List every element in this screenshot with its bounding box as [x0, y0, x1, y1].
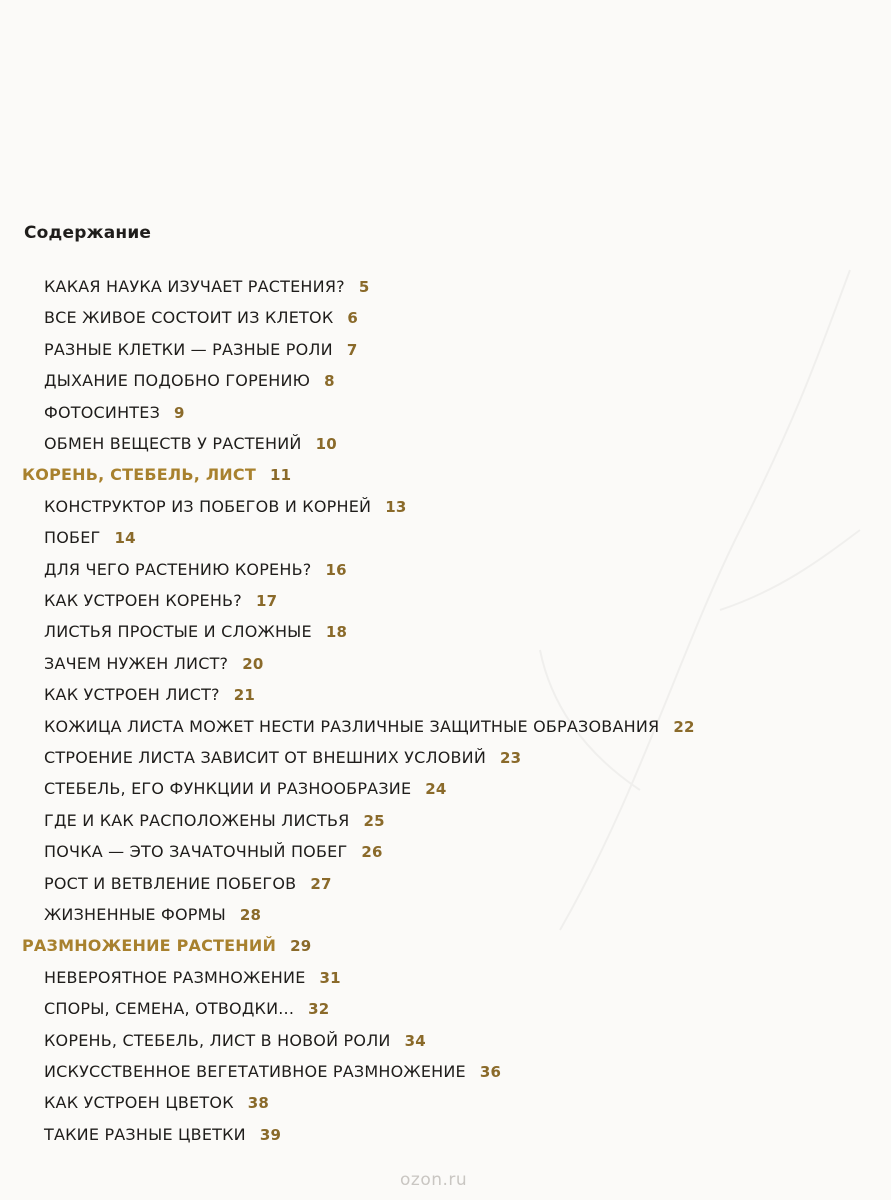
toc-page-number: 26 [361, 843, 383, 861]
toc-heading: Содержание [24, 223, 152, 243]
toc-entry [44, 371, 335, 391]
watermark: ozon.ru [400, 1170, 468, 1190]
toc-entry-title: ИСКУССТВЕННОЕ ВЕГЕТАТИВНОЕ РАЗМНОЖЕНИЕ [44, 1062, 466, 1081]
toc-entry [44, 905, 261, 925]
toc-entry [44, 811, 385, 831]
toc-entry [44, 717, 695, 737]
toc-entry [44, 1031, 426, 1051]
toc-entry [44, 308, 358, 328]
toc-section-title: РАЗМНОЖЕНИЕ РАСТЕНИЙ [22, 936, 277, 955]
toc-page-number: 21 [233, 686, 256, 704]
toc-entry [44, 528, 136, 548]
toc-entry-title: ТАКИЕ РАЗНЫЕ ЦВЕТКИ [44, 1125, 246, 1144]
toc-entry-title: КАК УСТРОЕН ЦВЕТОК [44, 1093, 234, 1112]
toc-entry-title: КОНСТРУКТОР ИЗ ПОБЕГОВ И КОРНЕЙ [44, 497, 372, 516]
toc-page-number: 16 [325, 561, 347, 579]
show-through-illustration [520, 230, 880, 1050]
toc-entry-title: ОБМЕН ВЕЩЕСТВ У РАСТЕНИЙ [44, 434, 302, 453]
toc-page-number: 31 [319, 969, 341, 987]
toc-page-number: 11 [269, 466, 292, 484]
toc-page-number: 39 [259, 1126, 282, 1144]
toc-entry [44, 685, 255, 705]
toc-page-number: 5 [358, 278, 370, 296]
toc-page-number: 32 [308, 1000, 330, 1018]
toc-entry-title: ПОЧКА — ЭТО ЗАЧАТОЧНЫЙ ПОБЕГ [44, 842, 348, 861]
toc-entry-title: ПОБЕГ [44, 528, 101, 547]
toc-entry-title: ВСЕ ЖИВОЕ СОСТОИТ ИЗ КЛЕТОК [44, 308, 334, 327]
toc-section [22, 936, 311, 956]
toc-page-number: 18 [325, 623, 348, 641]
toc-page-number: 20 [242, 655, 264, 673]
toc-page-number: 13 [385, 498, 407, 516]
toc-entry-title: РАЗНЫЕ КЛЕТКИ — РАЗНЫЕ РОЛИ [44, 340, 333, 359]
toc-entry [44, 1093, 269, 1113]
toc-entry-title: ДЫХАНИЕ ПОДОБНО ГОРЕНИЮ [44, 371, 311, 390]
toc-page-number: 17 [255, 592, 278, 610]
toc-page-number: 9 [174, 404, 185, 422]
toc-entry-title: РОСТ И ВЕТВЛЕНИЕ ПОБЕГОВ [44, 874, 297, 893]
toc-entry-title: ГДЕ И КАК РАСПОЛОЖЕНЫ ЛИСТЬЯ [44, 811, 350, 830]
toc-page-number: 38 [247, 1094, 270, 1112]
toc-page-number: 22 [673, 718, 695, 736]
toc-entry [44, 277, 370, 297]
toc-entry-title: НЕВЕРОЯТНОЕ РАЗМНОЖЕНИЕ [44, 968, 306, 987]
toc-page-number: 25 [363, 812, 385, 830]
toc-entry-title: КОРЕНЬ, СТЕБЕЛЬ, ЛИСТ В НОВОЙ РОЛИ [44, 1031, 391, 1050]
toc-entry [44, 748, 521, 768]
toc-page-number: 10 [315, 435, 337, 453]
toc-entry [44, 999, 329, 1019]
toc-page-number: 14 [114, 529, 136, 547]
toc-entry-title: КОЖИЦА ЛИСТА МОЖЕТ НЕСТИ РАЗЛИЧНЫЕ ЗАЩИТНЫЕ ОБРАЗОВАНИЯ [44, 717, 660, 736]
toc-entry-title: СТРОЕНИЕ ЛИСТА ЗАВИСИТ ОТ ВНЕШНИХ УСЛОВИЙ [44, 748, 487, 767]
toc-page-number: 29 [290, 937, 312, 955]
toc-entry-title: КАКАЯ НАУКА ИЗУЧАЕТ РАСТЕНИЯ? [44, 277, 345, 296]
toc-entry-title: КАК УСТРОЕН ЛИСТ? [44, 685, 220, 704]
toc-entry [44, 874, 332, 894]
toc-entry [44, 622, 347, 642]
toc-page-number: 28 [239, 906, 262, 924]
toc-page-number: 36 [479, 1063, 502, 1081]
toc-entry [44, 434, 337, 454]
toc-page-number: 7 [346, 341, 358, 359]
toc-entry [44, 403, 185, 423]
toc-entry-title: ФОТОСИНТЕЗ [44, 403, 161, 422]
toc-entry [44, 591, 277, 611]
toc-page-number: 34 [404, 1032, 426, 1050]
toc-entry [44, 654, 264, 674]
toc-entry [44, 968, 341, 988]
toc-entry [44, 340, 357, 360]
toc-entry [44, 1062, 501, 1082]
toc-entry-title: ДЛЯ ЧЕГО РАСТЕНИЮ КОРЕНЬ? [44, 560, 312, 579]
toc-entry-title: КАК УСТРОЕН КОРЕНЬ? [44, 591, 242, 610]
toc-entry-title: ЛИСТЬЯ ПРОСТЫЕ И СЛОЖНЫЕ [44, 622, 312, 641]
toc-page-number: 8 [324, 372, 335, 390]
toc-entry-title: ЖИЗНЕННЫЕ ФОРМЫ [44, 905, 226, 924]
toc-page-number: 24 [425, 780, 447, 798]
toc-section [22, 465, 291, 485]
toc-entry [44, 842, 383, 862]
toc-entry [44, 560, 347, 580]
toc-page-number: 23 [500, 749, 522, 767]
toc-entry [44, 1125, 281, 1145]
toc-entry [44, 497, 406, 517]
toc-entry-title: СПОРЫ, СЕМЕНА, ОТВОДКИ... [44, 999, 295, 1018]
toc-section-title: КОРЕНЬ, СТЕБЕЛЬ, ЛИСТ [22, 465, 256, 484]
toc-entry [44, 779, 447, 799]
toc-page-number: 27 [310, 875, 332, 893]
toc-page-number: 6 [347, 309, 359, 327]
toc-entry-title: ЗАЧЕМ НУЖЕН ЛИСТ? [44, 654, 229, 673]
toc-entry-title: СТЕБЕЛЬ, ЕГО ФУНКЦИИ И РАЗНООБРАЗИЕ [44, 779, 412, 798]
